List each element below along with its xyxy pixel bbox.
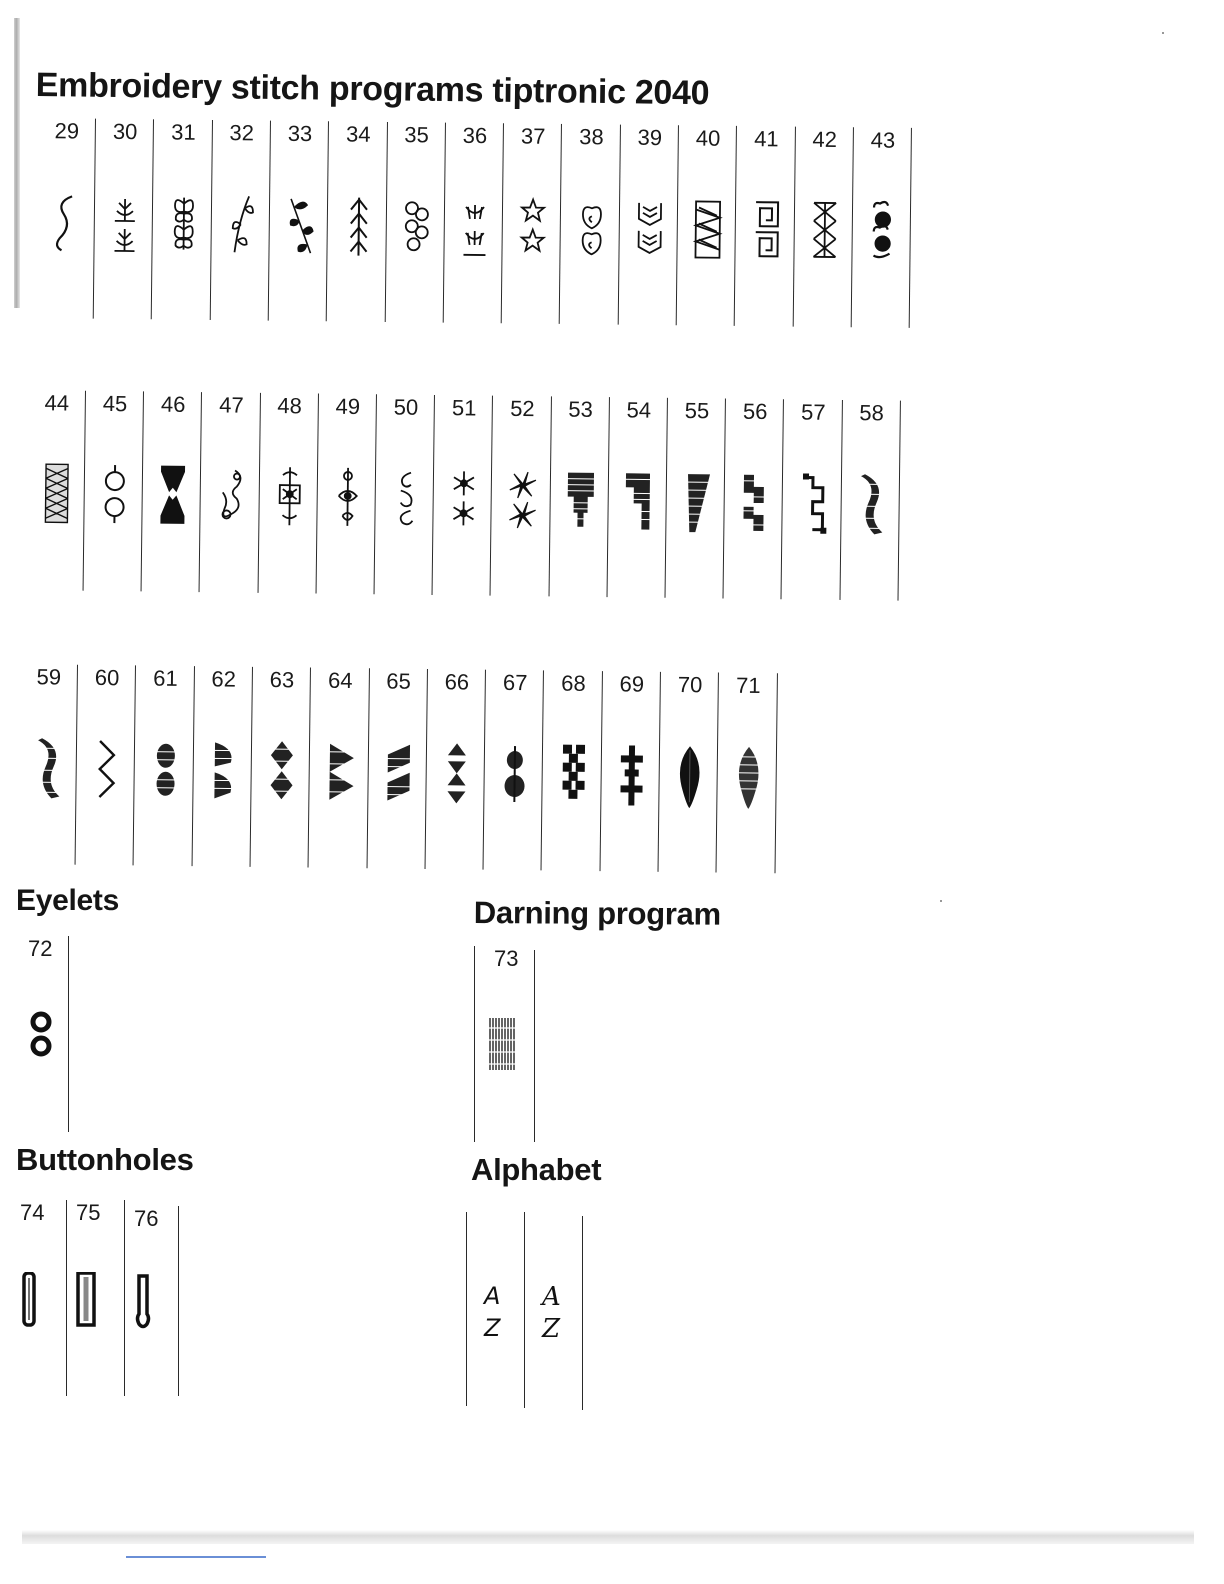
stitch-number: 72 [28, 936, 53, 961]
stitch-program-63[interactable] [251, 667, 311, 868]
stitch-number: 53 [568, 396, 593, 422]
eyelet-icon [28, 1008, 54, 1069]
stitch-program-49[interactable] [317, 394, 377, 595]
alphabet-block[interactable] [466, 1212, 525, 1408]
alphabet-script-bottom-letter: Z [542, 1314, 561, 1344]
satin-taper-icon [563, 459, 598, 543]
butterfly-icon [166, 181, 201, 265]
stitch-program-43[interactable] [852, 127, 912, 328]
stitch-program-30[interactable] [94, 119, 154, 320]
scan-speck [940, 900, 942, 902]
stitch-number: 66 [444, 669, 470, 695]
buttonhole-wide-icon [76, 1272, 96, 1333]
stitch-number: 29 [54, 118, 80, 144]
scroll-loop-icon [399, 184, 434, 268]
satin-leaf-outline-icon [731, 735, 766, 819]
stitch-program-71[interactable] [717, 673, 777, 874]
double-circle-icon [97, 453, 132, 537]
stitch-program-32[interactable] [211, 120, 271, 321]
checker-block-icon [556, 733, 591, 817]
stitch-program-31[interactable] [152, 119, 212, 320]
stitch-program-65[interactable] [367, 668, 427, 869]
stitch-number: 59 [36, 664, 62, 690]
satin-bead-icon [148, 728, 183, 812]
stitch-number: 70 [677, 672, 703, 698]
stitch-program-59[interactable] [18, 664, 78, 865]
stitch-number: 50 [393, 394, 419, 420]
outline-zigzag-step-icon [796, 461, 831, 545]
zigzag-outline-icon [90, 727, 125, 811]
stitch-program-60[interactable] [76, 665, 136, 866]
buttonhole-standard-icon [22, 1272, 36, 1333]
bead-scallop-icon [865, 189, 900, 273]
stitch-number: 68 [561, 670, 586, 696]
stitch-program-69[interactable] [601, 671, 661, 872]
stitch-row-1 [36, 118, 910, 348]
snowflake-icon [447, 457, 482, 541]
darning-heading: Darning program [473, 895, 721, 932]
wave-band-icon [691, 187, 726, 271]
chevron-band-icon [632, 187, 667, 271]
satin-wedge-icon [679, 460, 714, 544]
s-curve-icon [49, 180, 84, 264]
paisley-icon [214, 454, 249, 538]
stitch-program-54[interactable] [608, 397, 668, 598]
pinwheel-icon [505, 458, 540, 542]
alphabet-block-top-letter: A [484, 1282, 501, 1310]
stitch-program-74[interactable] [14, 1200, 67, 1396]
buttonholes-heading: Buttonholes [16, 1142, 194, 1177]
stitch-program-64[interactable] [309, 668, 369, 869]
stitch-program-44[interactable] [26, 390, 86, 591]
satin-scallop-icon [854, 462, 889, 546]
stitch-number: 55 [684, 398, 710, 424]
stitch-program-57[interactable] [782, 399, 842, 600]
stitch-number: 46 [160, 391, 186, 417]
alphabet-block-bottom-letter: Z [484, 1314, 501, 1342]
stitch-program-72[interactable] [20, 936, 68, 1132]
scan-footer-edge [22, 1530, 1194, 1544]
column-divider [534, 950, 535, 1142]
column-divider [474, 946, 475, 1142]
satin-dot-icon [498, 732, 533, 816]
stitch-program-35[interactable] [386, 122, 446, 323]
stitch-number: 75 [76, 1200, 101, 1225]
stitch-row-3 [17, 664, 780, 893]
stitch-number: 42 [812, 126, 838, 153]
stitch-number: 76 [134, 1206, 159, 1231]
stitch-program-29[interactable] [36, 118, 96, 319]
satin-zigzag-step-icon [738, 461, 773, 545]
stitch-program-61[interactable] [134, 665, 194, 866]
stitch-program-68[interactable] [542, 670, 602, 871]
alphabet-script[interactable] [524, 1216, 583, 1410]
stitch-program-55[interactable] [666, 398, 726, 599]
alphabet-heading: Alphabet [471, 1152, 602, 1187]
stitch-number: 43 [870, 127, 896, 153]
stitch-number: 44 [44, 390, 70, 416]
stitch-number: 57 [800, 399, 826, 425]
arrow-tree-icon [341, 183, 376, 267]
satin-slant-icon [381, 730, 416, 814]
stitch-program-62[interactable] [192, 666, 252, 867]
stitch-program-42[interactable] [794, 127, 854, 328]
tulip-icon [457, 185, 492, 269]
cross-lattice-icon [807, 189, 842, 273]
stitch-number: 40 [695, 125, 721, 151]
darning-grid-icon [488, 1018, 518, 1077]
stitch-number: 34 [345, 121, 371, 147]
stitch-program-50[interactable] [375, 394, 435, 595]
footer-rule [126, 1556, 266, 1558]
stitch-number: 73 [494, 946, 519, 971]
satin-step-taper-icon [621, 459, 656, 543]
stitch-program-53[interactable] [549, 396, 609, 597]
column-divider [68, 936, 69, 1132]
stitch-program-47[interactable] [200, 392, 260, 593]
stitch-number: 39 [637, 124, 663, 151]
heart-scroll-icon [574, 186, 609, 270]
stitch-number: 41 [754, 126, 779, 152]
stitch-program-56[interactable] [724, 399, 784, 600]
stitch-program-33[interactable] [269, 121, 329, 322]
stitch-row-2 [25, 390, 898, 621]
stitch-program-34[interactable] [327, 121, 387, 322]
stitch-number: 61 [153, 665, 178, 691]
stitch-program-58[interactable] [840, 400, 900, 601]
satin-leaf-icon [672, 734, 707, 818]
stitch-number: 65 [386, 668, 412, 694]
stitch-number: 36 [462, 122, 488, 149]
stitch-program-39[interactable] [619, 125, 679, 326]
stitch-number: 45 [102, 390, 128, 417]
stitch-number: 48 [277, 393, 303, 419]
vine-leaf-icon [224, 182, 259, 266]
stitch-number: 63 [269, 667, 295, 693]
stitch-number: 64 [327, 667, 353, 694]
stitch-number: 60 [94, 664, 120, 691]
buttonhole-programs [14, 1200, 178, 1400]
satin-hourglass-icon [439, 731, 474, 815]
stitch-number: 38 [579, 124, 604, 150]
stitch-program-67[interactable] [484, 670, 544, 871]
stitch-program-36[interactable] [444, 123, 504, 324]
stitch-program-48[interactable] [258, 393, 318, 594]
stitch-program-66[interactable] [426, 669, 486, 870]
double-tulip-icon [108, 181, 143, 265]
stitch-program-76[interactable] [124, 1206, 179, 1396]
stitch-number: 62 [211, 666, 237, 692]
framed-flower-icon [272, 455, 307, 539]
star-icon [516, 185, 551, 269]
stitch-program-46[interactable] [142, 391, 202, 592]
stitch-number: 37 [520, 123, 546, 149]
stitch-number: 31 [171, 119, 196, 145]
stitch-program-52[interactable] [491, 396, 551, 597]
stitch-number: 56 [742, 398, 768, 425]
scan-speck [1162, 32, 1164, 34]
stitch-number: 35 [404, 122, 430, 148]
satin-half-round-icon [206, 728, 241, 812]
stitch-program-45[interactable] [84, 391, 144, 592]
floral-column-icon [330, 456, 365, 540]
stitch-program-41[interactable] [735, 126, 795, 327]
stitch-program-38[interactable] [560, 124, 620, 325]
stitch-program-37[interactable] [502, 123, 562, 324]
stitch-number: 74 [20, 1200, 45, 1225]
leaf-branch-icon [283, 183, 318, 267]
honeycomb-fill-icon [39, 452, 74, 536]
stitch-number: 54 [626, 397, 652, 423]
stitch-number: 30 [112, 118, 138, 145]
alphabet-programs [462, 1212, 588, 1412]
satin-cross-icon [614, 733, 649, 817]
stitch-number: 71 [735, 672, 761, 699]
stitch-number: 33 [287, 120, 313, 147]
stitch-number: 32 [229, 120, 255, 146]
stitch-program-73[interactable] [474, 946, 538, 1142]
stitch-number: 67 [502, 669, 528, 696]
eyelets-heading: Eyelets [16, 884, 119, 917]
stitch-number: 69 [619, 671, 645, 697]
satin-triangle-icon [323, 730, 358, 814]
satin-scallop-icon [31, 726, 66, 810]
buttonhole-keyhole-icon [134, 1274, 152, 1335]
stitch-program-70[interactable] [659, 672, 719, 873]
page-title: Embroidery stitch programs tiptronic 2040 [35, 66, 710, 113]
swirl-icon [388, 456, 423, 540]
bowtie-satin-icon [156, 454, 191, 538]
greek-key-icon [749, 188, 784, 272]
scan-edge-shadow [14, 18, 20, 308]
satin-diamond-icon [264, 729, 299, 813]
stitch-program-40[interactable] [677, 125, 737, 326]
stitch-program-75[interactable] [66, 1200, 125, 1396]
stitch-number: 58 [859, 400, 884, 426]
stitch-number: 49 [335, 393, 361, 420]
stitch-program-51[interactable] [433, 395, 493, 596]
stitch-number: 51 [451, 395, 477, 421]
stitch-number: 47 [219, 392, 244, 418]
stitch-number: 52 [510, 395, 535, 422]
alphabet-script-top-letter: A [542, 1282, 561, 1312]
